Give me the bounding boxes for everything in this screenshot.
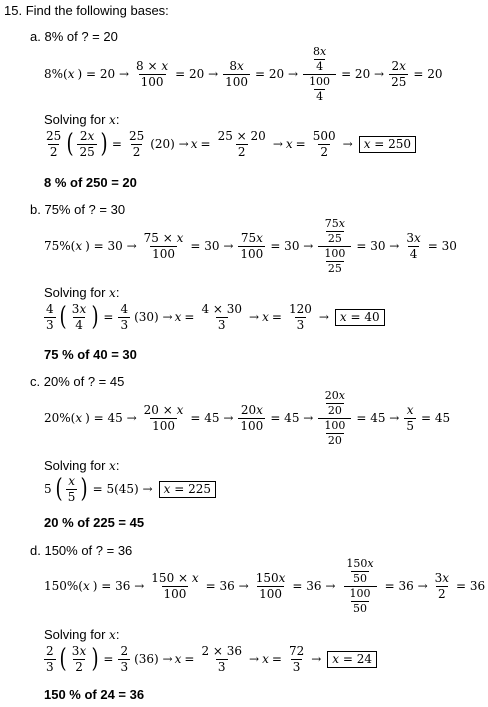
fraction: $\frac{2x}{25}$ (391, 58, 407, 89)
eq-text: = 20 → (341, 67, 385, 81)
eq-text: = 20 → (255, 67, 299, 81)
part-d-solving: $\frac{2}{3}$ ( $\frac{3x}{2}$ ) = $\frac{2}{3}$ (36) → x = $\frac{2 \times 36}{3}$ → x = $\frac{72}{3}$ → x = 24 (42, 641, 377, 677)
complex-fraction: $\frac{\frac{75x}{25}}{\frac{100}{25}}$ (318, 218, 351, 275)
complex-fraction: $\frac{\frac{8x}{4}}{\frac{100}{4}}$ (303, 46, 336, 103)
part-a-solving: $\frac{25}{2}$ ( $\frac{2x}{25}$ ) = $\frac{25}{2}$ (20) → x = $\frac{25 \times 20}{2}$ → x = $\frac{500}{2}$ → x = 250 (42, 126, 416, 162)
problem-prompt: Find the following bases: (25, 3, 169, 18)
fraction: $\frac{8 \times x}{100}$ (136, 58, 169, 89)
fraction: $\frac{25}{2}$ (46, 128, 62, 159)
part-a-answer: 8 % of 250 = 20 (44, 175, 137, 190)
fraction: $\frac{8x}{100}$ (225, 58, 249, 89)
complex-fraction: $\frac{\frac{150x}{50}}{\frac{100}{50}}$ (340, 558, 379, 615)
part-b-answer: 75 % of 40 = 30 (44, 347, 137, 362)
variable: x (67, 67, 75, 81)
part-question: 8% of ? = 20 (44, 29, 118, 44)
eq-text: = 20 → (175, 67, 219, 81)
solving-label: Solving for x: (44, 627, 120, 642)
solving-label: Solving for x: (44, 112, 120, 127)
problem-number: 15. (4, 3, 23, 18)
part-c-answer: 20 % of 225 = 45 (44, 515, 145, 530)
part-d-answer: 150 % of 24 = 36 (44, 687, 145, 702)
answer-box: x = 250 (359, 136, 416, 153)
part-a-question (30, 29, 118, 44)
answer-box: x = 40 (335, 309, 385, 326)
part-c-question: c. 20% of ? = 45 (30, 374, 125, 389)
answer-box: x = 24 (327, 651, 377, 668)
part-b-solving: $\frac{4}{3}$ ( $\frac{3x}{4}$ ) = $\frac{4}{3}$ (30) → x = $\frac{4 \times 30}{3}$ → x = $\frac{120}{3}$ → x = 40 (42, 299, 385, 335)
eq-text: = 20 (413, 67, 443, 81)
part-c-equation: 20%( x ) = 45 → $\frac{20 \times x}{100}$ = 45 → $\frac{20x}{100}$ = 45 → $\frac{\frac{20x}{20}}{\frac{100}{20}}$ = 45 → $\frac{x}{5}$ = 45 (44, 388, 451, 447)
eq-text: 8%( (44, 67, 68, 81)
solving-label: Solving for x: (44, 285, 120, 300)
eq-text: ) = 20 → (77, 67, 130, 81)
answer-box: x = 225 (159, 481, 216, 498)
complex-fraction: $\frac{\frac{20x}{20}}{\frac{100}{20}}$ (318, 390, 351, 447)
part-d-question: d. 150% of ? = 36 (30, 543, 133, 558)
problem-header (4, 3, 169, 18)
part-a-equation (44, 44, 446, 104)
solving-label: Solving for x: (44, 458, 120, 473)
part-b-equation: 75%( x ) = 30 → $\frac{75 \times x}{100}$ = 30 → $\frac{75x}{100}$ = 30 → $\frac{\frac{75x}{25}}{\frac{100}{25}}$ = 30 → $\frac{3x}{4}$ = 30 (44, 216, 457, 275)
part-b-question: b. 75% of ? = 30 (30, 202, 126, 217)
part-d-equation: 150%( x ) = 36 → $\frac{150 \times x}{100}$ = 36 → $\frac{150x}{100}$ = 36 → $\frac{\frac{150x}{50}}{\frac{100}{50}}$ = 36 → $\frac{3x}{2}$ = 36 (44, 556, 486, 615)
part-c-solving: 5 ( $\frac{x}{5}$ ) = 5(45) → x = 225 (42, 471, 216, 507)
part-letter: a. (30, 29, 41, 44)
